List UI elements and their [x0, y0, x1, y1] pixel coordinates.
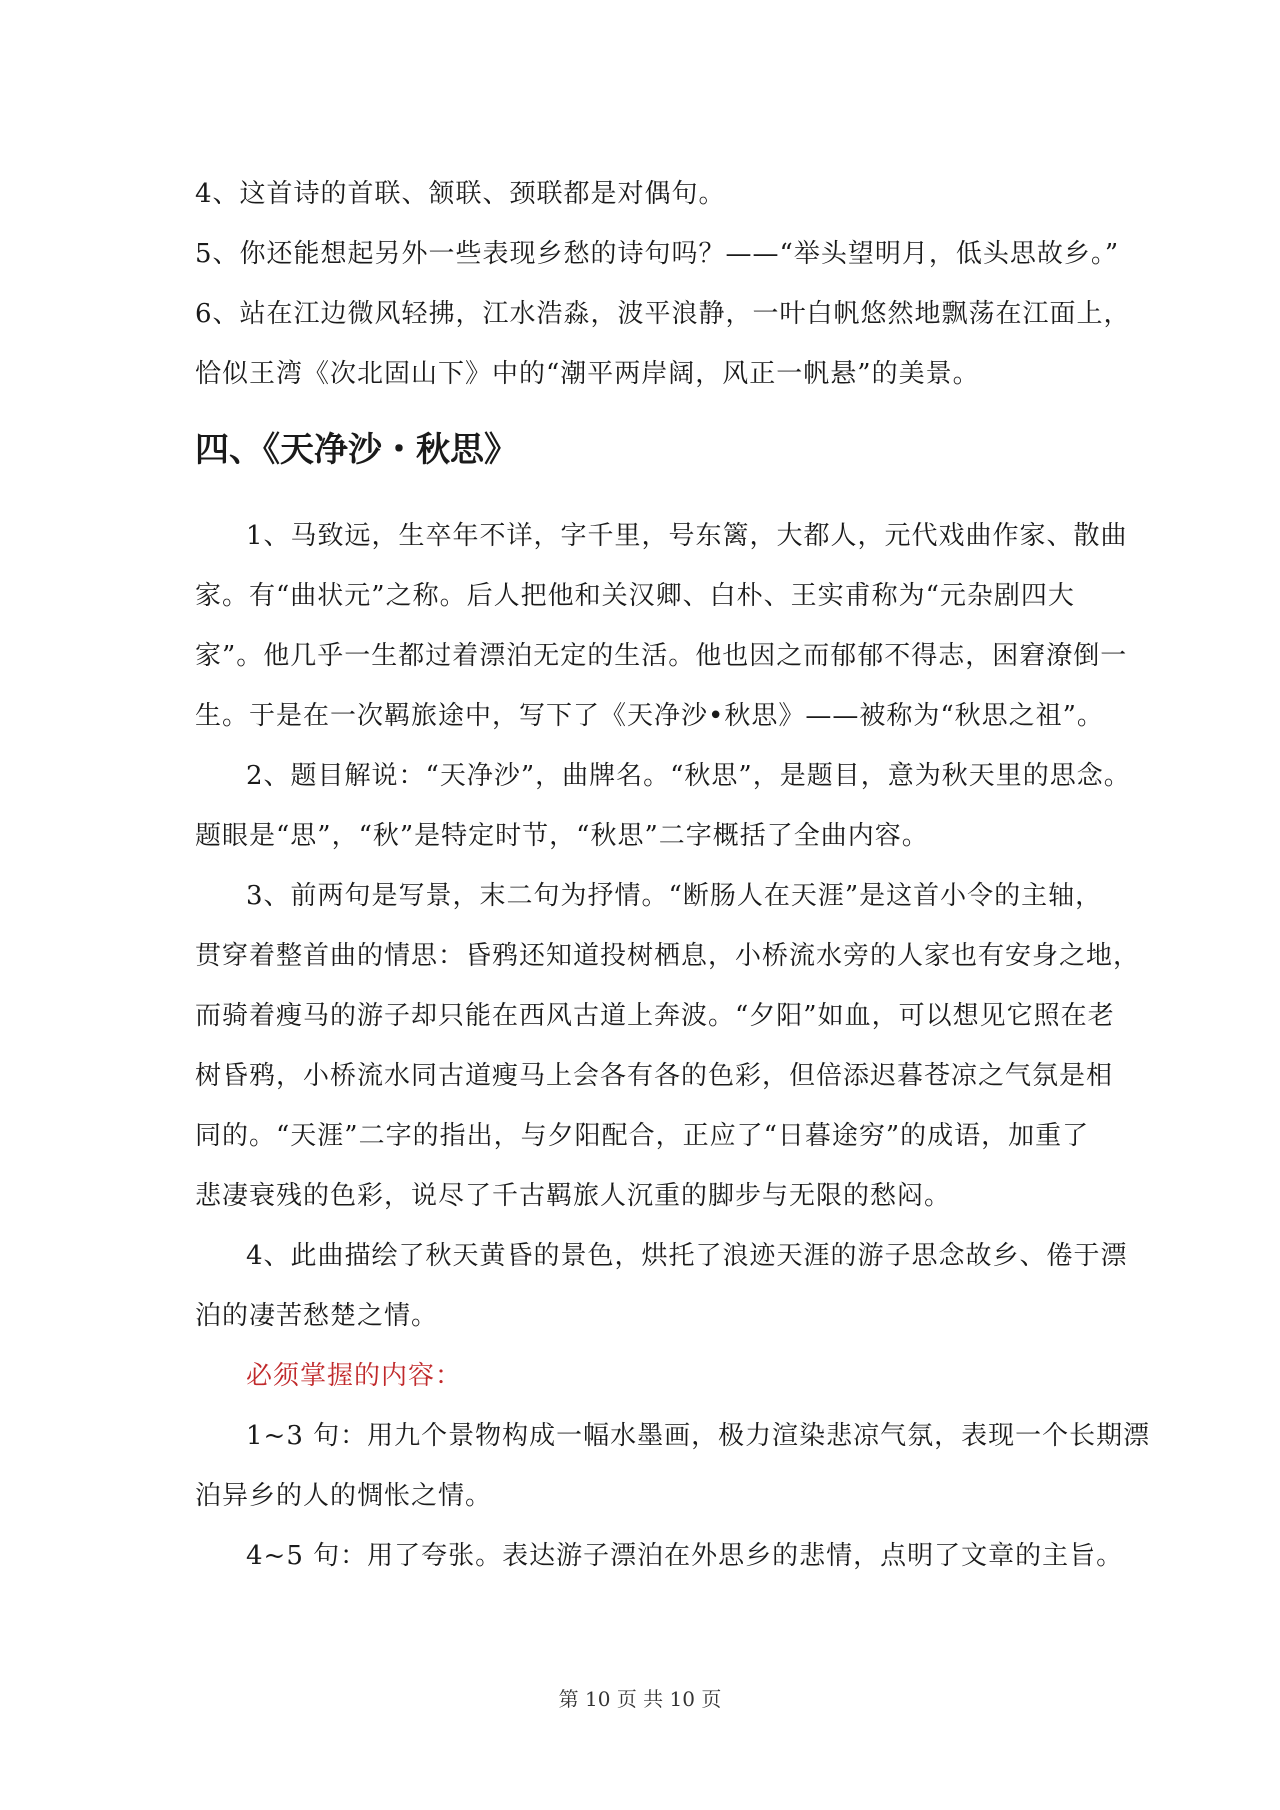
paragraph-line: 悲凄衰残的色彩，说尽了千古羁旅人沉重的脚步与无限的愁闷。	[195, 1181, 952, 1211]
paragraph-line: 而骑着瘦马的游子却只能在西风古道上奔波。“夕阳”如血，可以想见它照在老	[195, 1001, 1115, 1031]
page-number-footer: 第 10 页 共 10 页	[558, 1687, 722, 1711]
paragraph-line: 泊的凄苦愁楚之情。	[195, 1301, 439, 1331]
paragraph-line: 3、前两句是写景，末二句为抒情。“断肠人在天涯”是这首小令的主轴，	[246, 881, 1103, 911]
paragraph-line: 树昏鸦，小桥流水同古道瘦马上会各有各的色彩，但倍添迟暮苍凉之气氛是相	[195, 1061, 1114, 1091]
paragraph-line: 家。有“曲状元”之称。后人把他和关汉卿、白朴、王实甫称为“元杂剧四大	[195, 581, 1075, 611]
must-know-label: 必须掌握的内容：	[246, 1361, 463, 1391]
paragraph-line: 题眼是“思”，“秋”是特定时节，“秋思”二字概括了全曲内容。	[195, 821, 929, 851]
paragraph-line: 1~3 句：用九个景物构成一幅水墨画，极力渲染悲凉气氛，表现一个长期漂	[246, 1421, 1151, 1451]
paragraph-line: 5、你还能想起另外一些表现乡愁的诗句吗？——“举头望明月，低头思故乡。”	[195, 239, 1120, 269]
paragraph-line: 泊异乡的人的惆怅之情。	[195, 1481, 493, 1511]
paragraph-line: 同的。“天涯”二字的指出，与夕阳配合，正应了“日暮途穷”的成语，加重了	[195, 1121, 1090, 1151]
section-heading: 四、《天净沙・秋思》	[195, 430, 518, 470]
paragraph-line: 1、马致远，生卒年不详，字千里，号东篱，大都人，元代戏曲作家、散曲	[246, 521, 1128, 551]
paragraph-line: 4~5 句：用了夸张。表达游子漂泊在外思乡的悲情，点明了文章的主旨。	[246, 1541, 1124, 1571]
paragraph-line: 4、这首诗的首联、颔联、颈联都是对偶句。	[195, 179, 726, 209]
paragraph-line: 家”。他几乎一生都过着漂泊无定的生活。他也因之而郁郁不得志，困窘潦倒一	[195, 641, 1128, 671]
paragraph-line: 生。于是在一次羁旅途中，写下了《天净沙•秋思》——被称为“秋思之祖”。	[195, 701, 1104, 731]
paragraph-line: 2、题目解说：“天净沙”，曲牌名。“秋思”，是题目，意为秋天里的思念。	[246, 761, 1131, 791]
paragraph-line: 4、此曲描绘了秋天黄昏的景色，烘托了浪迹天涯的游子思念故乡、倦于漂	[246, 1241, 1128, 1271]
paragraph-line: 6、站在江边微风轻拂，江水浩淼，波平浪静，一叶白帆悠然地飘荡在江面上，	[195, 299, 1131, 329]
paragraph-line: 贯穿着整首曲的情思：昏鸦还知道投树栖息，小桥流水旁的人家也有安身之地，	[195, 941, 1141, 971]
paragraph-line: 恰似王湾《次北固山下》中的“潮平两岸阔，风正一帆悬”的美景。	[195, 359, 980, 389]
